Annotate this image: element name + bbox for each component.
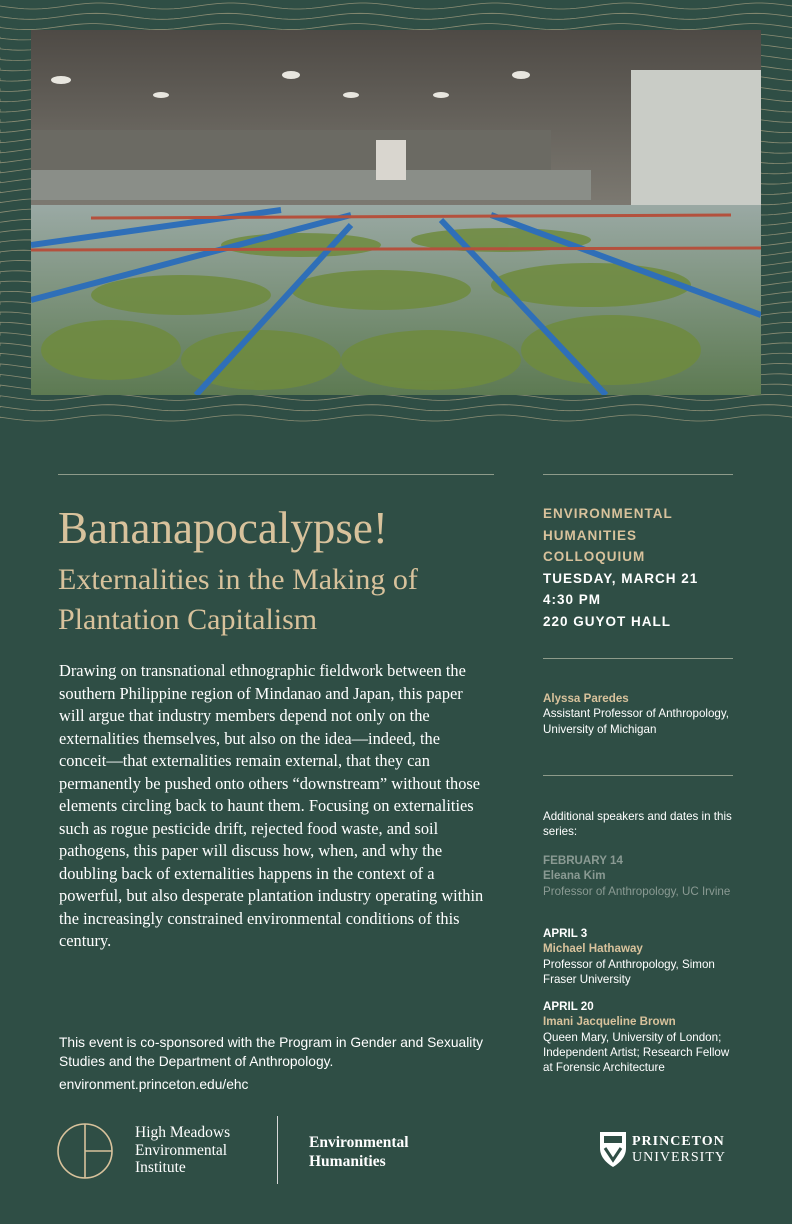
wave-line [0, 3, 792, 9]
princeton-logo-text [632, 1134, 726, 1166]
series-item-name: Michael Hathaway [543, 942, 643, 956]
series-item-affiliation: Professor of Anthropology, Simon Fraser University [543, 957, 715, 986]
event-details [543, 503, 733, 632]
series-item-name: Imani Jacqueline Brown [543, 1015, 676, 1029]
event-title: Bananapocalypse! [58, 503, 388, 553]
event-url-link[interactable]: environment.princeton.edu/ehc [59, 1077, 249, 1092]
banana-washing-photo [31, 30, 761, 395]
princeton-shield-icon [598, 1130, 628, 1168]
series-item [543, 926, 733, 987]
series-intro: Additional speakers and dates in this series: [543, 810, 732, 839]
speaker-name: Alyssa Paredes [543, 692, 629, 705]
wave-line [0, 405, 792, 411]
right-rule-after-speaker [543, 775, 733, 776]
event-abstract: Drawing on transnational ethnographic fieldwork between the southern Philippine region of Mindanao and Japan, this paper will argue that industry members depend not only on the externalities themselves, but also on the idea—indeed, the conceit—that externalities remain external, that they can permanently be pushed onto others “downstream” without those elements circling back to haunt them. Focusing on externalities such as rogue pesticide drift, rejected food waste, and soil pathogens, this paper will discuss how, when, and why the doubling back of externalities happens in the context of a powerful, but also desperate plantation industry operating within the increasingly constrained environmental conditions of this century. [59, 661, 484, 950]
princeton-line-1: PRINCETON [632, 1134, 725, 1149]
right-rule-after-details [543, 658, 733, 659]
series-item-date: FEBRUARY 14 [543, 854, 623, 867]
event-time: 4:30 PM [543, 592, 602, 607]
series-name-line-1: ENVIRONMENTAL [543, 506, 673, 521]
series-name-line-2: HUMANITIES [543, 527, 637, 543]
hmei-logo-text [135, 1124, 230, 1177]
speaker-block [543, 691, 733, 737]
logo-divider [277, 1116, 278, 1184]
series-item-name: Eleana Kim [543, 869, 606, 883]
wave-line [0, 13, 792, 19]
right-top-rule [543, 474, 733, 475]
eh-line-2: Humanities [309, 1153, 386, 1170]
hmei-line-1: High Meadows [135, 1124, 231, 1141]
series-item-affiliation: Queen Mary, University of London; Independent Artist; Research Fellow at Forensic Architecture [543, 1030, 730, 1075]
series-item-date: APRIL 20 [543, 1000, 594, 1013]
sponsor-note: This event is co-sponsored with the Program in Gender and Sexuality Studies and the Department of Anthropology. [59, 1035, 484, 1069]
series-item-affiliation: Professor of Anthropology, UC Irvine [543, 884, 731, 898]
wave-line [0, 415, 792, 421]
environmental-humanities-logo-text [309, 1133, 409, 1171]
wave-line [0, 394, 792, 400]
hmei-logo-icon [56, 1122, 114, 1180]
hmei-line-2: Environmental [135, 1141, 228, 1159]
series-item [543, 999, 733, 1075]
series-item-date: APRIL 3 [543, 927, 588, 940]
series-name-line-3: COLLOQUIUM [543, 549, 646, 564]
hmei-line-3: Institute [135, 1159, 186, 1176]
left-top-rule [58, 474, 494, 475]
speaker-affiliation: Assistant Professor of Anthropology, University of Michigan [543, 707, 730, 736]
wave-line [0, 24, 792, 30]
event-subtitle: Externalities in the Making of Plantation Capitalism [58, 563, 418, 636]
series-item [543, 853, 733, 899]
event-location: 220 GUYOT HALL [543, 613, 672, 629]
princeton-line-2: UNIVERSITY [632, 1150, 726, 1165]
event-date: TUESDAY, MARCH 21 [543, 570, 699, 586]
eh-line-1: Environmental [309, 1134, 409, 1151]
